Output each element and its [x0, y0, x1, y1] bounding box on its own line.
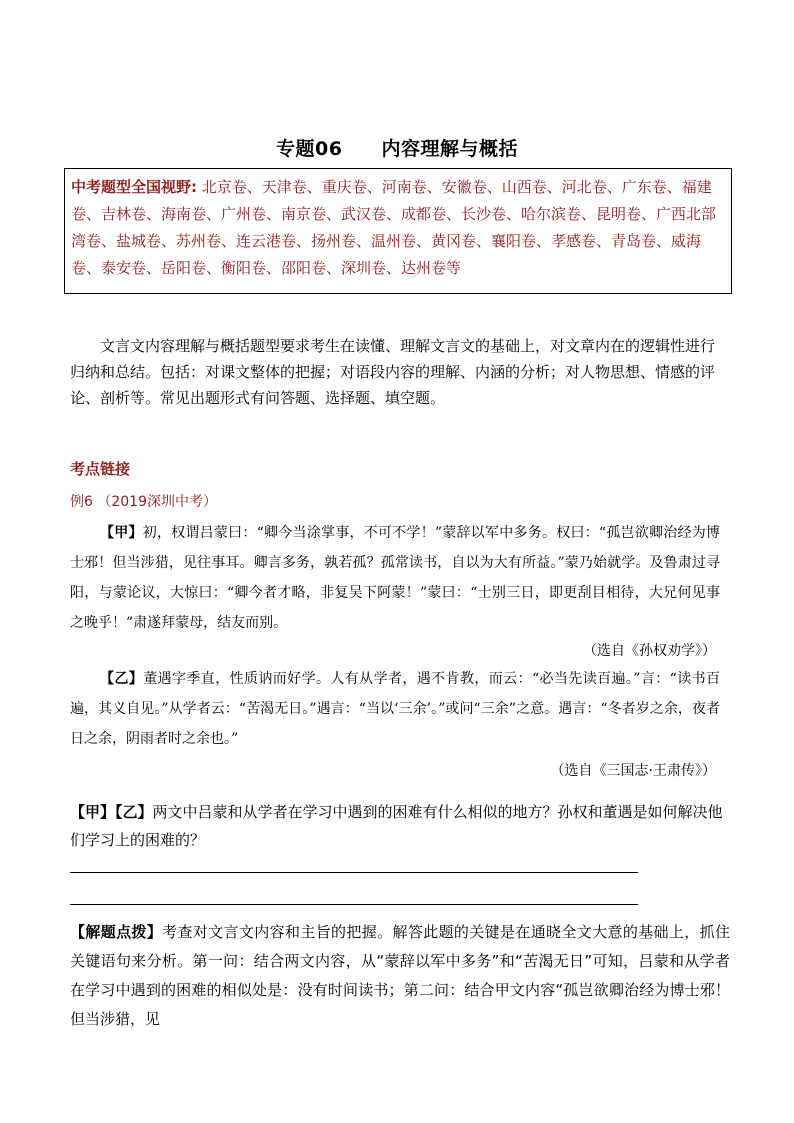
passage-a-tag: 【甲】 [100, 525, 143, 541]
passage-b-source: （选自《三国志·王肃传》） [550, 763, 716, 779]
answer-line [70, 904, 638, 905]
exam-scope-lead: 中考题型全国视野: [71, 178, 197, 196]
page-title: 专题06 内容理解与概括 [276, 138, 518, 160]
passage-a [70, 518, 720, 638]
question-tag: 【甲】【乙】 [70, 803, 153, 821]
analysis-text: 考查对文言文内容和主旨的把握。解答此题的关键是在通晓全文大意的基础上，抓住关键语句来分析。第一问：结合两文内容，从“蒙辞以军中多务”和“苦渴无日”可知，吕蒙和从学者在学习中遇到的困难的相似处是：没有时间读书；第二问：结合甲文内容“孤岂欲卿治经为博士邪！但当涉猎，见 [70, 923, 730, 1028]
intro-paragraph: 文言文内容理解与概括题型要求考生在读懂、理解文言文的基础上，对文章内在的逻辑性进行归纳和总结。包括：对课文整体的把握；对语段内容的理解、内涵的分析；对人物思想、情感的评论、剖析等。常见出题形式有问答题、选择题、填空题。 [70, 337, 716, 407]
passage-b-text: 董遇字季直，性质讷而好学。人有从学者，遇不肯教，而云：“必当先读百遍。”言：“读书百遍，其义自见。”从学者云：“苦渴无日。”遇言：“当以‘三余’。”或问“三余”之意。遇言：“冬者岁之余，夜者日之余，阴雨者时之余也。” [70, 671, 720, 747]
analysis-paragraph [70, 918, 730, 1034]
passage-a-source: （选自《孙权劝学》） [583, 643, 716, 659]
exam-scope-list: 北京卷、天津卷、重庆卷、河南卷、安徽卷、山西卷、河北卷、广东卷、福建卷、吉林卷、海南卷、广州卷、南京卷、武汉卷、成都卷、长沙卷、哈尔滨卷、昆明卷、广西北部湾卷、盐城卷、苏州卷、连云港卷、扬州卷、温州卷、黄冈卷、襄阳卷、孝感卷、青岛卷、威海卷、泰安卷、岳阳卷、衡阳卷、邵阳卷、深圳卷、达州卷等 [71, 178, 717, 277]
analysis-tag: 【解题点拨】 [70, 923, 163, 941]
question [70, 798, 730, 854]
question-text: 两文中吕蒙和从学者在学习中遇到的困难有什么相似的地方？孙权和董遇是如何解决他们学习上的困难的？ [70, 803, 723, 849]
passage-b [70, 664, 720, 754]
section-heading: 考点链接 [70, 460, 131, 478]
answer-line [70, 872, 638, 873]
passage-b-tag: 【乙】 [100, 671, 144, 687]
example-label: 例6 （2019深圳中考） [70, 494, 217, 510]
passage-a-text: 初，权谓吕蒙曰：“卿今当涂掌事，不可不学！”蒙辞以军中多务。权曰：“孤岂欲卿治经为博士邪！但当涉猎，见往事耳。卿言多务，孰若孤？孤常读书，自以为大有所益。”蒙乃始就学。及鲁肃过寻阳，与蒙论议，大惊曰：“卿今者才略，非复吴下阿蒙！”蒙曰：“士别三日，即更刮目相待，大兄何见事之晚乎！”肃遂拜蒙母，结友而别。 [70, 525, 720, 631]
exam-scope-box [64, 168, 732, 294]
